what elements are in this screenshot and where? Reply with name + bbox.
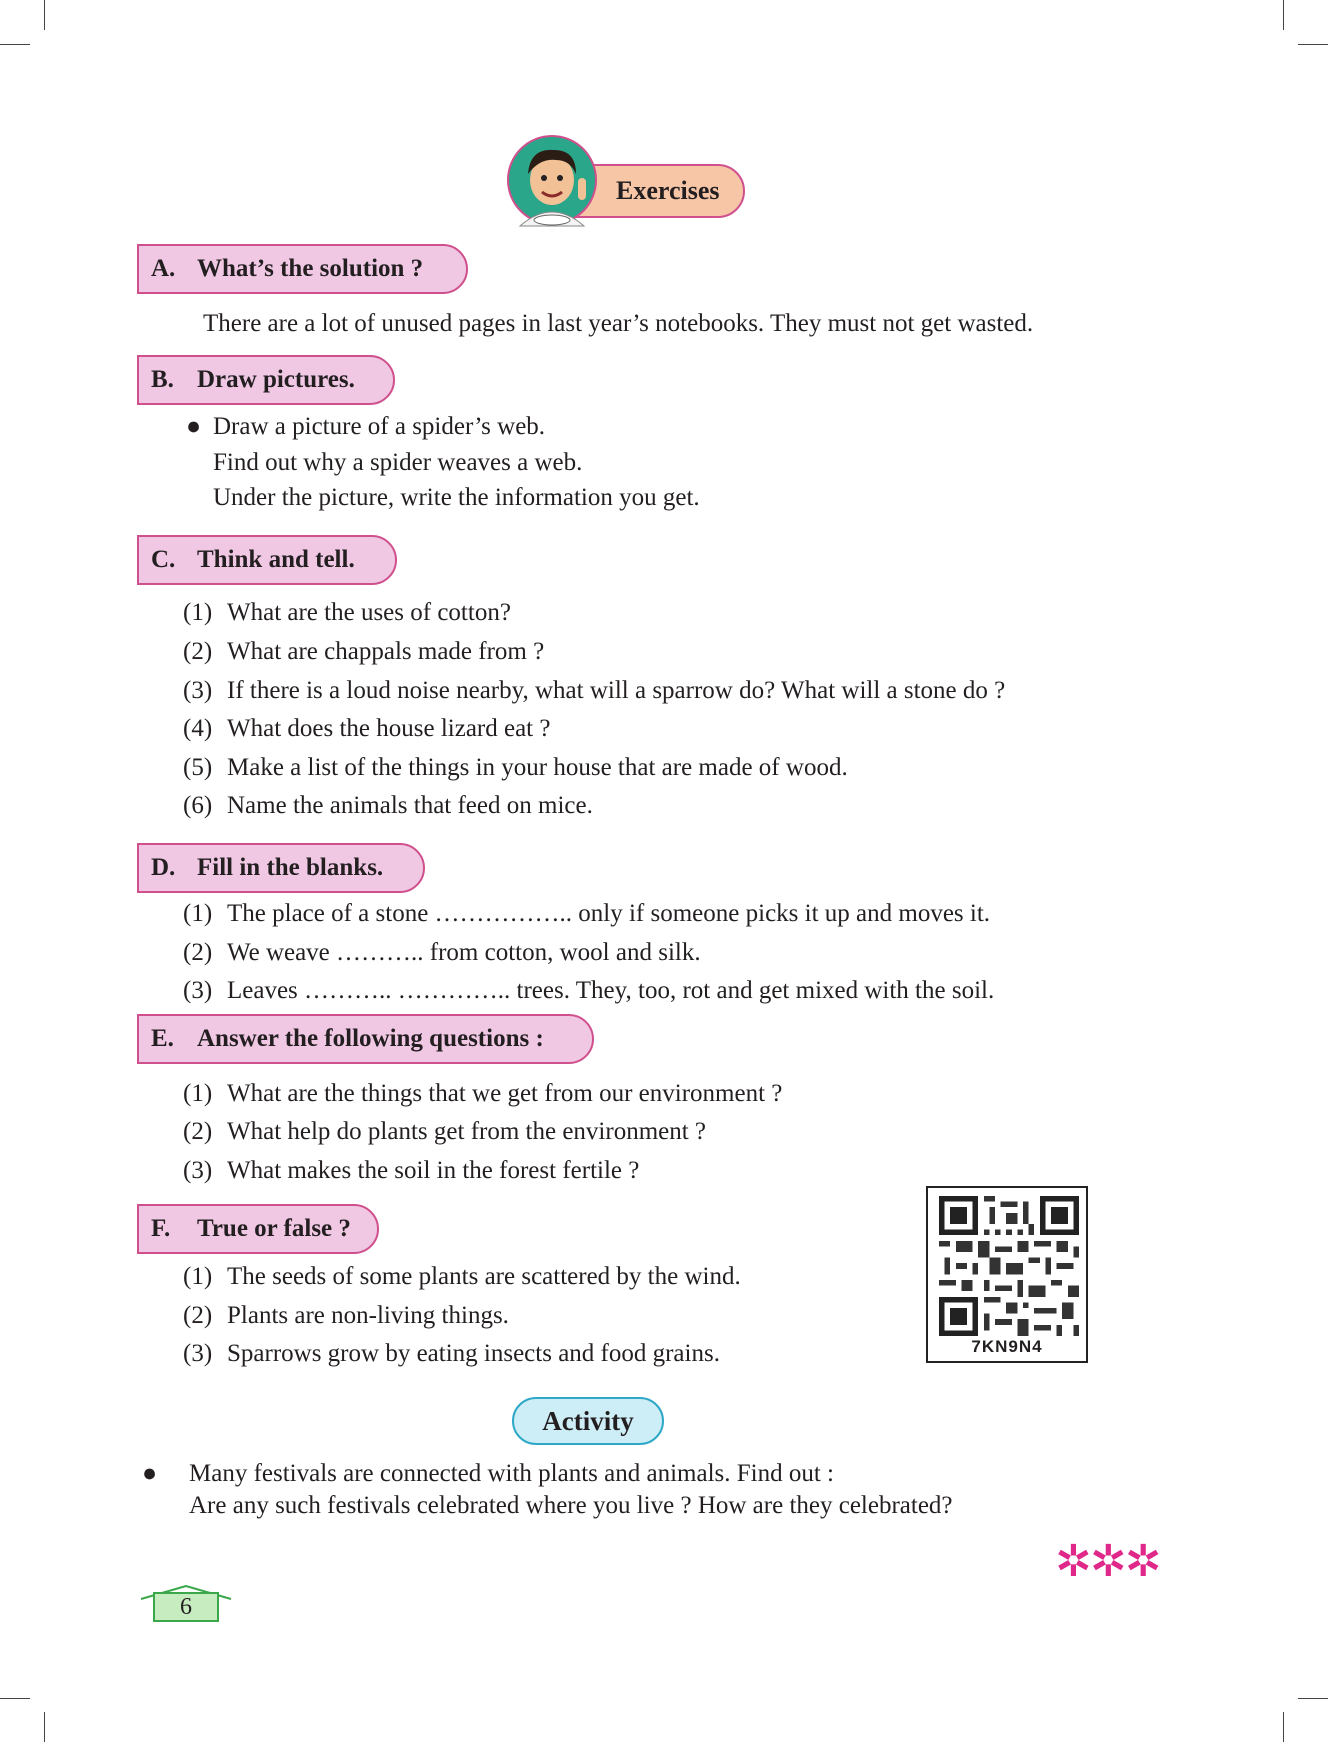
question-number: (6)	[183, 792, 213, 819]
qr-code[interactable]	[926, 1186, 1088, 1363]
crop-mark	[0, 1698, 30, 1699]
exercises-title-text: Exercises	[616, 176, 720, 205]
question-number: (1)	[183, 1080, 213, 1107]
question-text: What are the things that we get from our environment ?	[227, 1080, 783, 1107]
question-number: (1)	[183, 599, 213, 626]
blank-item	[183, 939, 701, 967]
question-item	[183, 1302, 509, 1330]
question-text: What help do plants get from the environment ?	[227, 1118, 707, 1145]
question-number: (2)	[183, 638, 213, 665]
activity-title	[512, 1397, 664, 1445]
question-item	[183, 599, 511, 627]
question-number: (1)	[183, 900, 213, 927]
crop-mark	[44, 0, 45, 30]
question-text: Sparrows grow by eating insects and food grains.	[227, 1340, 720, 1367]
section-a-text: There are a lot of unused pages in last year’s notebooks. They must not get wasted.	[203, 310, 1034, 337]
question-number: (1)	[183, 1263, 213, 1290]
question-item	[183, 715, 550, 743]
question-number: (2)	[183, 1302, 213, 1329]
question-item	[183, 1340, 720, 1368]
section-a-heading	[137, 244, 468, 294]
question-text: Name the animals that feed on mice.	[227, 792, 593, 819]
section-title: Think and tell.	[197, 546, 355, 573]
section-title: Draw pictures.	[197, 366, 355, 393]
question-number: (5)	[183, 754, 213, 781]
list-item: Draw a picture of a spider’s web.	[213, 413, 546, 440]
crop-mark	[1298, 1698, 1328, 1699]
section-title: Fill in the blanks.	[197, 854, 384, 881]
list-item: Under the picture, write the information you get.	[213, 484, 700, 511]
section-letter: A.	[151, 255, 176, 282]
qr-code-label: 7KN9N4	[971, 1337, 1043, 1356]
boy-mascot-icon	[500, 134, 606, 235]
question-item	[183, 1157, 639, 1185]
end-stars-icon: ✲✲✲	[1055, 1536, 1160, 1587]
bullet-icon: ●	[186, 413, 202, 440]
question-text: What does the house lizard eat ?	[227, 715, 551, 742]
section-f-heading	[137, 1204, 379, 1254]
question-item	[183, 1080, 782, 1108]
question-text: What are chappals made from ?	[227, 638, 545, 665]
question-number: (4)	[183, 715, 213, 742]
question-number: (3)	[183, 1340, 213, 1367]
section-letter: D.	[151, 854, 176, 881]
section-letter: B.	[151, 366, 174, 393]
question-number: (2)	[183, 1118, 213, 1145]
question-text: Make a list of the things in your house that are made of wood.	[227, 754, 848, 781]
activity-line: Many festivals are connected with plants and animals. Find out :	[189, 1460, 834, 1487]
question-item	[183, 1118, 706, 1146]
question-item	[183, 754, 848, 782]
blank-item	[183, 900, 990, 928]
question-text: Leaves ……….. ………….. trees. They, too, rot and get mixed with the soil.	[227, 977, 995, 1004]
question-text: What makes the soil in the forest fertile ?	[227, 1157, 640, 1184]
question-text: We weave ……….. from cotton, wool and silk.	[227, 939, 701, 966]
section-letter: E.	[151, 1025, 174, 1052]
section-e-heading	[137, 1014, 594, 1064]
question-number: (3)	[183, 1157, 213, 1184]
activity-title-text: Activity	[542, 1406, 634, 1436]
section-title: Answer the following questions :	[197, 1025, 544, 1052]
crop-mark	[44, 1712, 45, 1742]
section-title: What’s the solution ?	[197, 255, 424, 282]
page-number-badge	[140, 1585, 232, 1628]
question-text: The place of a stone …………….. only if someone picks it up and moves it.	[227, 900, 991, 927]
section-letter: C.	[151, 546, 176, 573]
activity-line: Are any such festivals celebrated where you live ? How are they celebrated?	[189, 1492, 953, 1519]
question-text: What are the uses of cotton?	[227, 599, 511, 626]
crop-mark	[1283, 0, 1284, 30]
question-text: The seeds of some plants are scattered by the wind.	[227, 1263, 741, 1290]
blank-item	[183, 977, 994, 1005]
crop-mark	[0, 44, 30, 45]
question-number: (2)	[183, 939, 213, 966]
question-text: Plants are non-living things.	[227, 1302, 509, 1329]
question-item	[183, 677, 1005, 705]
bullet-icon: ●	[142, 1460, 158, 1487]
list-item: Find out why a spider weaves a web.	[213, 449, 583, 476]
section-letter: F.	[151, 1215, 171, 1242]
question-item	[183, 792, 593, 820]
section-d-heading	[137, 843, 425, 893]
question-number: (3)	[183, 977, 213, 1004]
section-b-heading	[137, 355, 395, 405]
page-number: 6	[180, 1594, 192, 1620]
question-text: If there is a loud noise nearby, what will a sparrow do? What will a stone do ?	[227, 677, 1006, 704]
crop-mark	[1283, 1712, 1284, 1742]
section-c-heading	[137, 535, 397, 585]
section-title: True or false ?	[197, 1215, 351, 1242]
question-item	[183, 1263, 741, 1291]
qr-pattern-icon	[938, 1196, 1080, 1336]
question-number: (3)	[183, 677, 213, 704]
question-item	[183, 638, 544, 666]
crop-mark	[1298, 44, 1328, 45]
